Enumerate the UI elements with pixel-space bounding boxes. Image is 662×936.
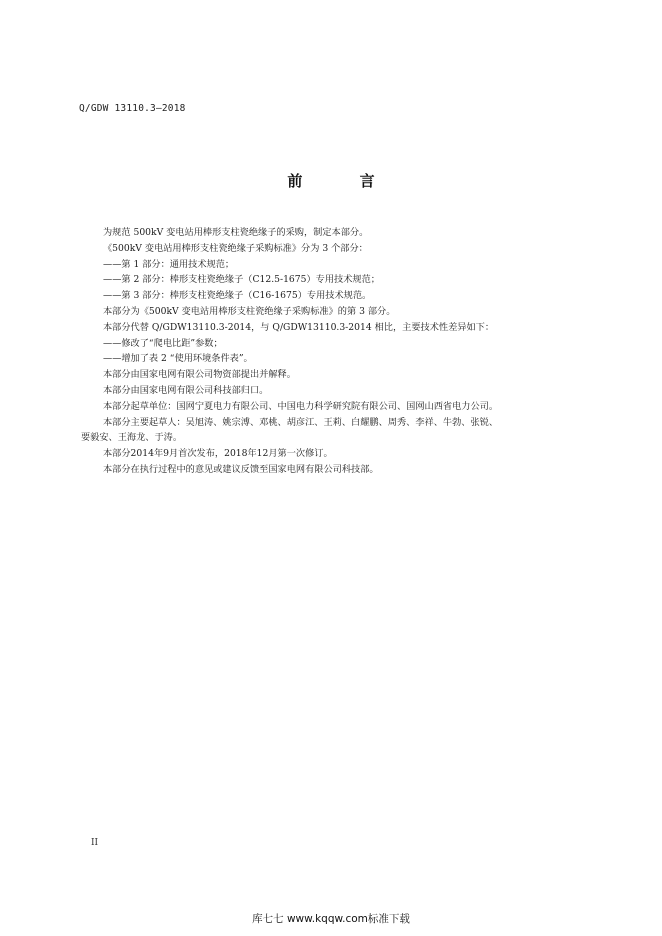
list-item-change-2: ——增加了表 2 “使用环境条件表”。 (103, 353, 253, 365)
paragraph-proposed-by: 本部分由国家电网有限公司物资部提出并解释。 (103, 369, 296, 381)
list-item-change-1: ——修改了“爬电比距”参数； (103, 337, 223, 349)
paragraph-drafting-units: 本部分起草单位：国网宁夏电力有限公司、中国电力科学研究院有限公司、国网山西省电力公司。 (103, 400, 499, 412)
paragraph-release: 本部分2014年9月首次发布，2018年12月第一次修订。 (103, 448, 333, 460)
paragraph-replaces: 本部分代替 Q/GDW13110.3-2014，与 Q/GDW13110.3-2014 相比，主要技术性差异如下： (103, 321, 495, 333)
list-item-part-2: ——第 2 部分：棒形支柱瓷绝缘子（C12.5-1675）专用技术规范； (103, 274, 380, 286)
drafters-line-2: 要毅安、王海龙、于涛。 (81, 432, 183, 444)
paragraph-part-scope: 本部分为《500kV 变电站用棒形支柱瓷绝缘子采购标准》的第 3 部分。 (103, 305, 396, 317)
page-title: 前 言 (287, 172, 401, 190)
standard-code: Q/GDW 13110.3—2018 (79, 103, 186, 114)
list-item-part-1: ——第 1 部分：通用技术规范； (103, 258, 235, 270)
paragraph-managed-by: 本部分由国家电网有限公司科技部归口。 (103, 384, 269, 396)
page-number: II (91, 838, 99, 848)
paragraph-1: 为规范 500kV 变电站用棒形支柱瓷绝缘子的采购，制定本部分。 (103, 227, 369, 238)
paragraph-drafters (81, 415, 586, 447)
paragraph-feedback: 本部分在执行过程中的意见或建议反馈至国家电网有限公司科技部。 (103, 463, 379, 475)
foreword-body (81, 225, 586, 478)
drafters-line-1: 本部分主要起草人：吴旭涛、姚宗溥、邓桃、胡彦江、王莉、白耀鹏、周秀、李祥、牛勃、张锐、 (103, 416, 499, 428)
list-item-part-3: ——第 3 部分：棒形支柱瓷绝缘子（C16-1675）专用技术规范。 (103, 290, 372, 302)
paragraph-2: 《500kV 变电站用棒形支柱瓷绝缘子采购标准》分为 3 个部分： (103, 242, 368, 254)
footer-watermark: 库七七 www.kqqw.com标准下载 (252, 913, 410, 925)
